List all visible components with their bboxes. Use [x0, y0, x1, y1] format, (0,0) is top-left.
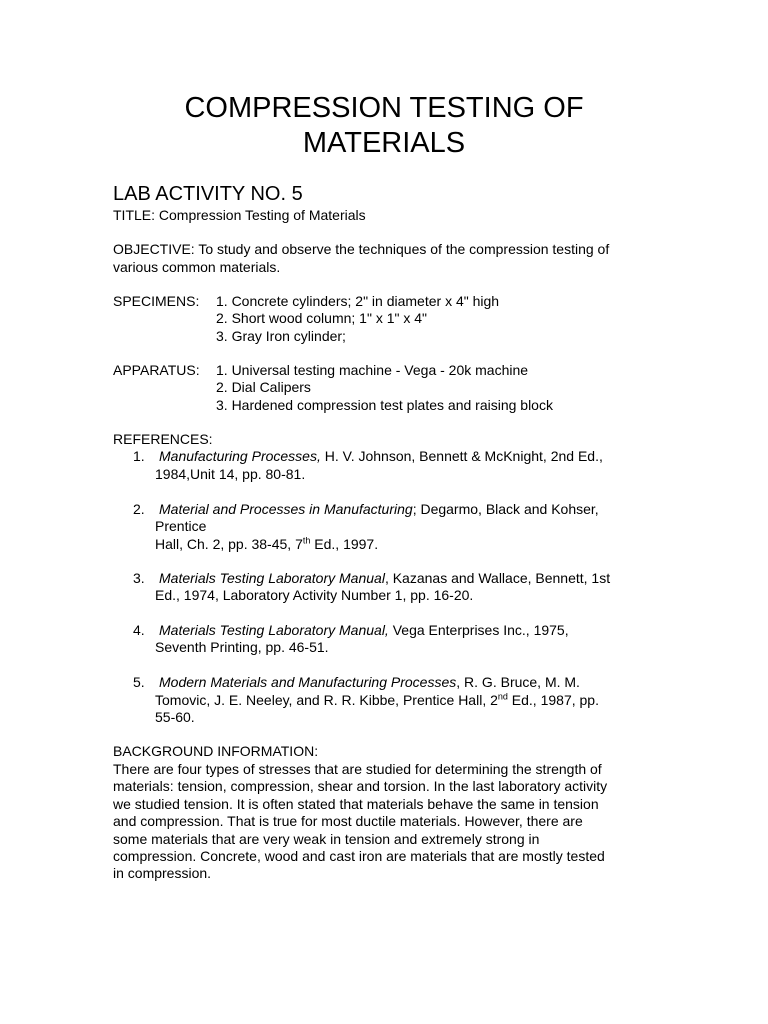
reference-text: Hall, Ch. 2, pp. 38-45, 7 [155, 536, 303, 552]
reference-continuation [155, 536, 378, 553]
background-line: materials: tension, compression, shear and torsion. In the last laboratory activity [113, 778, 608, 794]
reference-text: Tomovic, J. E. Neeley, and R. R. Kibbe, Prentice Hall, 2 [155, 692, 498, 708]
document-title-line-2: MATERIALS [302, 127, 466, 159]
background-line: compression. Concrete, wood and cast iron are materials that are mostly tested [113, 848, 605, 864]
reference-details: Vega Enterprises Inc., 1975, [388, 622, 569, 638]
background-line: and compression. That is true for most ductile materials. However, there are [113, 813, 583, 829]
reference-continuation: Seventh Printing, pp. 46-51. [155, 639, 329, 655]
specimen-item-2: 2. Short wood column; 1" x 1" x 4" [216, 310, 428, 326]
reference-superscript: th [302, 535, 311, 546]
objective-line-2: various common materials. [113, 259, 281, 275]
reference-continuation: 55-60. [155, 709, 195, 725]
background-line: There are four types of stresses that are studied for determining the strength of [113, 761, 602, 777]
reference-number: 3. [133, 570, 145, 586]
specimen-item-3: 3. Gray Iron cylinder; [216, 328, 346, 344]
reference-number: 5. [133, 674, 145, 690]
reference-title: Materials Testing Laboratory Manual, [159, 622, 389, 638]
objective-line-1: OBJECTIVE: To study and observe the techniques of the compression testing of [113, 241, 610, 257]
title-field: TITLE: Compression Testing of Materials [113, 207, 366, 223]
apparatus-label: APPARATUS: [113, 362, 200, 378]
document-title-line-1: COMPRESSION TESTING OF [184, 92, 584, 124]
reference-number: 2. [133, 501, 145, 517]
reference-continuation: Ed., 1974, Laboratory Activity Number 1, pp. 16-20. [155, 587, 474, 603]
reference-details: H. V. Johnson, Bennett & McKnight, 2nd Ed., [320, 448, 603, 464]
reference-continuation: 1984,Unit 14, pp. 80-81. [155, 466, 306, 482]
reference-superscript: nd [497, 691, 508, 702]
reference-number: 4. [133, 622, 145, 638]
lab-activity-heading: LAB ACTIVITY NO. 5 [113, 183, 303, 205]
reference-details: , R. G. Bruce, M. M. [456, 674, 580, 690]
specimen-item-1: 1. Concrete cylinders; 2" in diameter x 4" high [216, 293, 500, 309]
background-label: BACKGROUND INFORMATION: [113, 743, 319, 759]
background-line: some materials that are very weak in tension and extremely strong in [113, 831, 540, 847]
reference-item-2 [159, 501, 599, 518]
reference-item-3 [159, 570, 610, 587]
references-label: REFERENCES: [113, 431, 213, 447]
reference-item-4 [159, 622, 569, 639]
reference-item-5 [159, 674, 580, 691]
reference-continuation [155, 692, 599, 709]
reference-text: Ed., 1987, pp. [507, 692, 599, 708]
apparatus-item-3: 3. Hardened compression test plates and raising block [216, 397, 553, 413]
apparatus-item-1: 1. Universal testing machine - Vega - 20k machine [216, 362, 529, 378]
reference-title: Modern Materials and Manufacturing Processes [159, 674, 457, 690]
specimens-label: SPECIMENS: [113, 293, 200, 309]
reference-continuation: Prentice [155, 518, 207, 534]
document-title [0, 91, 768, 161]
reference-title: Materials Testing Laboratory Manual [159, 570, 385, 586]
reference-title: Material and Processes in Manufacturing [159, 501, 413, 517]
reference-number: 1. [133, 448, 145, 464]
background-line: in compression. [113, 865, 212, 881]
reference-text: Ed., 1997. [310, 536, 379, 552]
apparatus-item-2: 2. Dial Calipers [216, 379, 311, 395]
background-line: we studied tension. It is often stated that materials behave the same in tension [113, 796, 599, 812]
reference-title: Manufacturing Processes, [159, 448, 321, 464]
reference-details: , Kazanas and Wallace, Bennett, 1st [384, 570, 611, 586]
reference-details: ; Degarmo, Black and Kohser, [412, 501, 599, 517]
reference-item-1 [159, 448, 603, 465]
